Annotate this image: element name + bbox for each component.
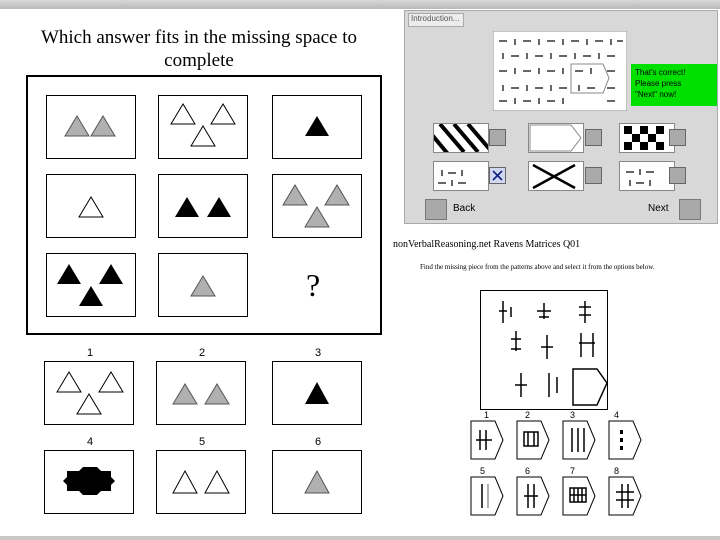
- checkbox-blank[interactable]: [585, 129, 602, 146]
- ravens-option-3[interactable]: [562, 420, 596, 460]
- ravens-caption: nonVerbalReasoning.net Ravens Matrices Q01: [393, 239, 581, 250]
- back-button[interactable]: [425, 199, 447, 220]
- ravens-instruction: Find the missing piece from the patterns above and select it from the options below.: [420, 263, 655, 271]
- option-number-6: 6: [315, 436, 322, 448]
- black-blob-icon: [45, 451, 133, 513]
- ravens-option-5[interactable]: [470, 476, 504, 516]
- two-white-triangles-icon: [157, 451, 245, 513]
- matrix-cell-1-3: [272, 95, 362, 159]
- two-grey-triangles-icon: [157, 362, 245, 424]
- feedback-box: [631, 64, 717, 106]
- two-black-triangles-icon: [159, 175, 247, 237]
- ravens-option-number-3: 3: [570, 410, 576, 420]
- ravens-option-2[interactable]: [516, 420, 550, 460]
- matrix-cell-1-1: [46, 95, 136, 159]
- matrix-cell-2-2: [158, 174, 248, 238]
- window-bottom-bar: [0, 536, 720, 540]
- ravens-option-number-5: 5: [480, 466, 486, 476]
- option-number-3: 3: [315, 347, 322, 359]
- ravens-option-4[interactable]: [608, 420, 642, 460]
- back-label[interactable]: Back: [453, 203, 476, 214]
- cross-lines-icon: [529, 162, 583, 190]
- matrix-cell-2-3: [272, 174, 362, 238]
- piece-option-dashes-2[interactable]: [619, 161, 675, 191]
- piece-option-cross[interactable]: [528, 161, 584, 191]
- option-number-4: 4: [87, 436, 94, 448]
- next-button[interactable]: [679, 199, 701, 220]
- checkerboard-icon: [620, 124, 674, 152]
- grey-triangle-icon: [273, 451, 361, 513]
- dash-pattern-puzzle-icon: [493, 31, 627, 111]
- three-white-triangles-icon: [159, 96, 247, 158]
- feedback-line-2: Please press: [635, 79, 682, 88]
- matrix-cell-1-2: [158, 95, 248, 159]
- option-number-1: 1: [87, 347, 94, 359]
- checkbox-stripes[interactable]: [489, 129, 506, 146]
- checkbox-dashes-2[interactable]: [669, 167, 686, 184]
- matrix-cell-2-1: [46, 174, 136, 238]
- three-grey-triangles-icon: [273, 175, 361, 237]
- ravens-option-number-7: 7: [570, 466, 576, 476]
- quiz-app-panel: [404, 10, 718, 224]
- answer-option-6[interactable]: [272, 450, 362, 514]
- question-line-1: Which answer fits in the missing space to complete: [40, 27, 358, 71]
- black-triangle-icon: [273, 362, 361, 424]
- missing-piece-mark: ?: [306, 267, 321, 303]
- x-mark-icon: [490, 168, 505, 183]
- ravens-option-number-2: 2: [525, 410, 531, 420]
- three-black-triangles-icon: [47, 254, 135, 316]
- dash-pattern-icon: [434, 162, 488, 190]
- diagonal-stripes-icon: [434, 124, 488, 152]
- answer-option-1[interactable]: [44, 361, 134, 425]
- window-top-bar: [0, 0, 720, 9]
- ravens-option-number-1: 1: [484, 410, 490, 420]
- piece-option-stripes[interactable]: [433, 123, 489, 153]
- piece-option-dashes[interactable]: [433, 161, 489, 191]
- grey-triangle-icon: [159, 254, 247, 316]
- next-label[interactable]: Next: [648, 203, 669, 214]
- three-white-triangles-icon: [45, 362, 133, 424]
- dash-pattern-alt-icon: [620, 162, 674, 190]
- ravens-matrix: [480, 290, 608, 410]
- answer-option-5[interactable]: [156, 450, 246, 514]
- panel-title: Introduction...: [408, 13, 464, 27]
- feedback-line-3: "Next" now!: [635, 90, 677, 99]
- ravens-option-1[interactable]: [470, 420, 504, 460]
- blank-shield-icon: [529, 124, 583, 152]
- checkbox-checker[interactable]: [669, 129, 686, 146]
- ravens-pattern-icon: [481, 291, 607, 409]
- option-number-5: 5: [199, 436, 206, 448]
- black-triangle-icon: [273, 96, 361, 158]
- ravens-option-8[interactable]: [608, 476, 642, 516]
- white-triangle-icon: [47, 175, 135, 237]
- answer-option-2[interactable]: [156, 361, 246, 425]
- ravens-option-number-6: 6: [525, 466, 531, 476]
- checkbox-cross[interactable]: [585, 167, 602, 184]
- two-grey-triangles-icon: [47, 96, 135, 158]
- option-number-2: 2: [199, 347, 206, 359]
- checkbox-dashes-selected[interactable]: [489, 167, 506, 184]
- piece-option-blank[interactable]: [528, 123, 584, 153]
- ravens-option-7[interactable]: [562, 476, 596, 516]
- ravens-option-number-8: 8: [614, 466, 620, 476]
- feedback-line-1: That's correct!: [635, 68, 686, 77]
- piece-option-checker[interactable]: [619, 123, 675, 153]
- matrix-cell-3-2: [158, 253, 248, 317]
- matrix-cell-3-1: [46, 253, 136, 317]
- ravens-option-number-4: 4: [614, 410, 620, 420]
- answer-option-3[interactable]: [272, 361, 362, 425]
- pattern-matrix: [26, 75, 382, 335]
- ravens-option-6[interactable]: [516, 476, 550, 516]
- answer-option-4[interactable]: [44, 450, 134, 514]
